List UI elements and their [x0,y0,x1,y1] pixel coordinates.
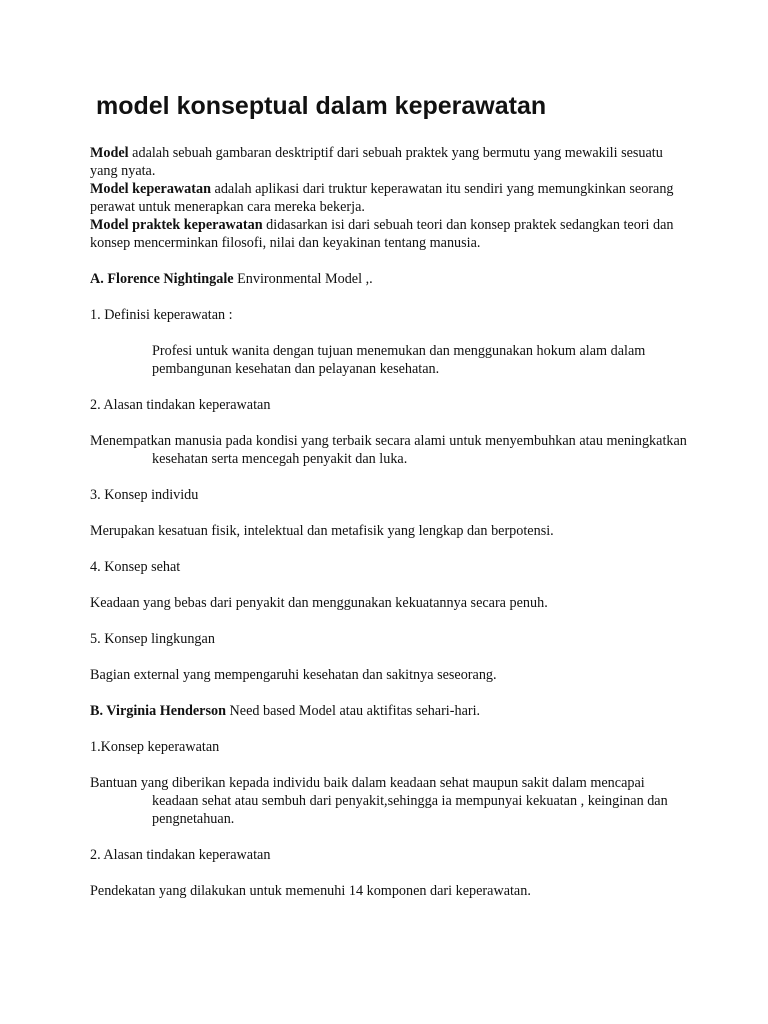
item-label: 4. Konsep sehat [90,559,181,575]
intro-paragraph [90,216,690,252]
section-b-heading-rest: Need based Model atau aktifitas sehari-hari. [225,703,481,719]
term-model-praktek: Model praktek keperawatan [90,217,263,233]
item-description: Profesi untuk wanita dengan tujuan menemukan dan menggunakan hokum alam dalam pembangunan kesehatan dan pelayanan kesehatan. [152,343,646,377]
item-description: Keadaan yang bebas dari penyakit dan menggunakan kekuatannya secara penuh. [90,595,548,611]
item-label: 2. Alasan tindakan keperawatan [90,847,271,863]
item-description: Merupakan kesatuan fisik, intelektual dan metafisik yang lengkap dan berpotensi. [90,523,554,539]
item-label: 5. Konsep lingkungan [90,631,215,647]
definition-model-keperawatan: adalah aplikasi dari truktur keperawatan itu sendiri yang memungkinkan seorang perawat untuk menerapkan cara mereka bekerja. [90,181,674,215]
item-label: 3. Konsep individu [90,487,199,503]
document-body [90,144,690,900]
item-description: Menempatkan manusia pada kondisi yang terbaik secara alami untuk menyembuhkan atau meningkatkan kesehatan serta mencegah penyakit dan luka. [90,433,687,467]
term-model: Model [90,145,129,161]
item-description: Bantuan yang diberikan kepada individu baik dalam keadaan sehat maupun sakit dalam mencapai keadaan sehat atau sembuh dari penyakit,sehingga ia mempunyai kekuatan , keinginan dan pengnetahuan. [90,775,668,827]
item-label: 2. Alasan tindakan keperawatan [90,397,271,413]
section-a-heading-rest: Environmental Model ,. [233,271,373,287]
definition-model: adalah sebuah gambaran desktriptif dari sebuah praktek yang bermutu yang mewakili sesuatu yang nyata. [90,145,663,179]
section-a-heading-bold: A. Florence Nightingale [90,271,234,287]
item-description: Pendekatan yang dilakukan untuk memenuhi 14 komponen dari keperawatan. [90,883,531,899]
term-model-keperawatan: Model keperawatan [90,181,211,197]
section-a-heading [90,270,690,288]
definition-model-praktek: didasarkan isi dari sebuah teori dan konsep praktek sedangkan teori dan konsep mencerminkan filosofi, nilai dan keyakinan tentang manusia. [90,217,674,251]
item-description: Bagian external yang mempengaruhi kesehatan dan sakitnya seseorang. [90,667,497,683]
section-b-heading-bold: B. Virginia Henderson [90,703,226,719]
item-label: 1. Definisi keperawatan : [90,307,233,323]
item-label: 1.Konsep keperawatan [90,739,220,755]
page-title: model konseptual dalam keperawatan [96,92,547,120]
section-b-heading [90,702,690,720]
intro-paragraph [90,144,690,180]
intro-paragraph [90,180,690,216]
